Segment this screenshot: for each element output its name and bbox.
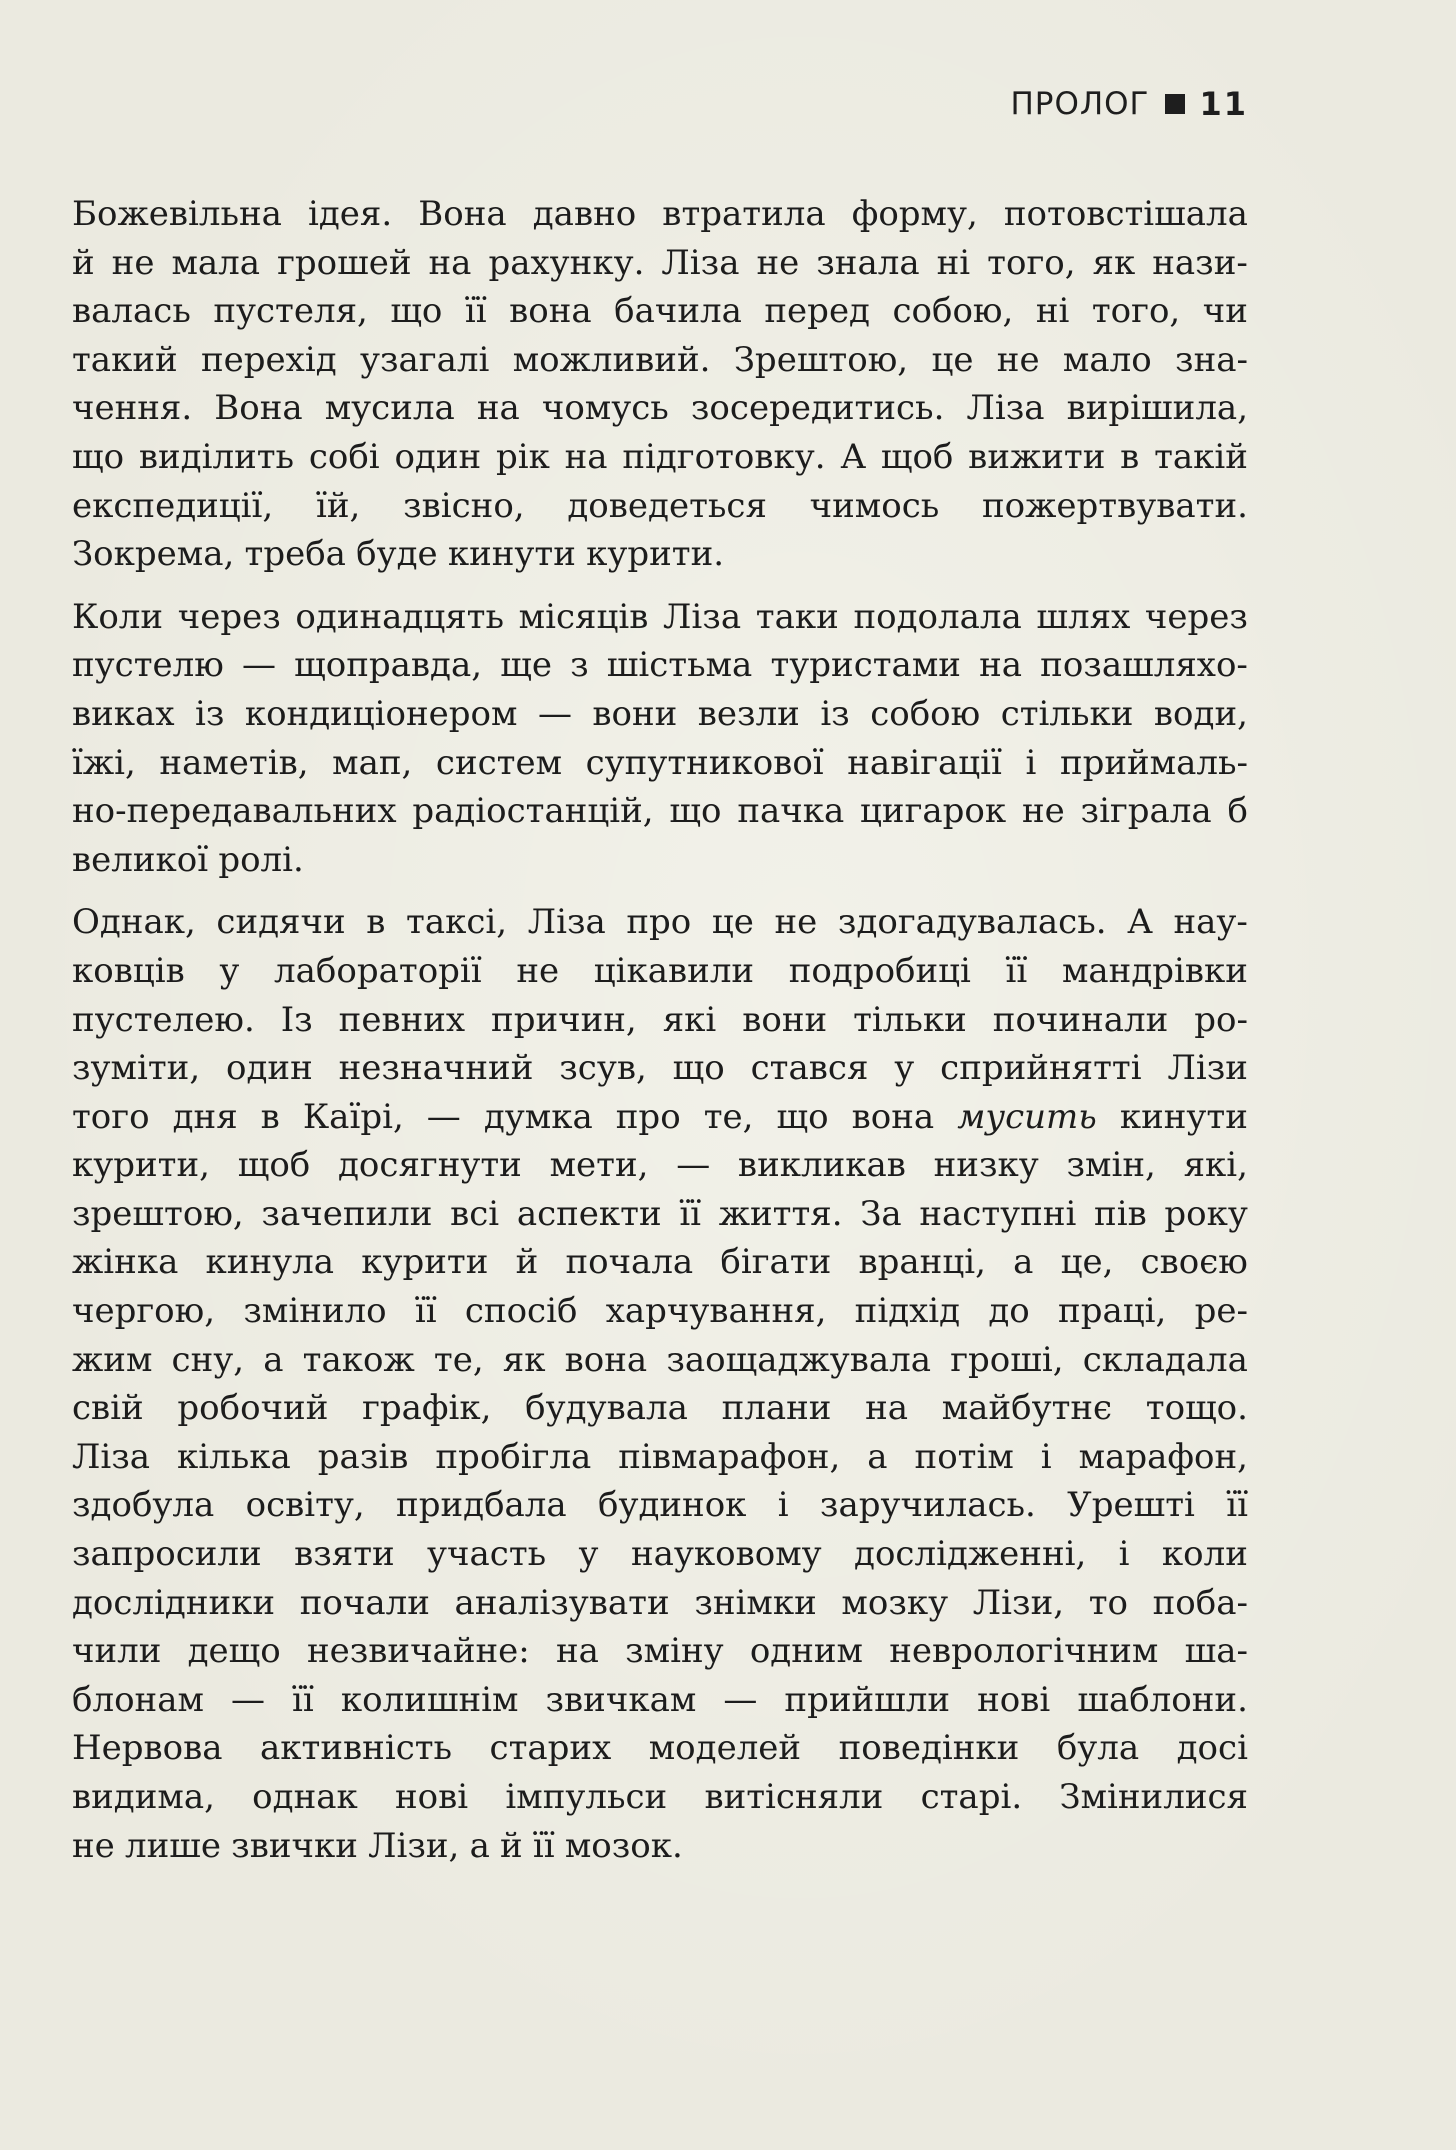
text-line: дослідники почали аналізувати знімки мозку Лізи, то поба- bbox=[72, 1582, 1248, 1623]
text-line: видима, однак нові імпульси витісняли старі. Змінилися bbox=[72, 1777, 1248, 1817]
text-line: жінка кинула курити й почала бігати вранці, а це, своєю bbox=[72, 1242, 1248, 1283]
text-line: такий перехід узагалі можливий. Зрештою, це не мало зна- bbox=[72, 339, 1248, 380]
text-line: Однак, сидячи в таксі, Ліза про це не здогадувалась. А нау- bbox=[72, 902, 1248, 943]
text-line: Нервова активність старих моделей поведінки була досі bbox=[72, 1728, 1248, 1769]
text-line: свій робочий графік, будувала плани на майбутнє тощо. bbox=[72, 1388, 1248, 1429]
text-line: валась пустеля, що її вона бачила перед собою, ні того, чи bbox=[72, 291, 1248, 332]
page-number: 11 bbox=[1199, 85, 1248, 123]
text-line: чергою, змінило її спосіб харчування, підхід до праці, ре- bbox=[72, 1291, 1248, 1332]
body-text bbox=[72, 190, 1248, 1884]
text-line: жим сну, а також те, як вона заощаджувала гроші, складала bbox=[72, 1339, 1248, 1380]
text-line: запросили взяти участь у науковому дослідженні, і коли bbox=[72, 1534, 1248, 1575]
text-line: чення. Вона мусила на чомусь зосередитись. Ліза вирішила, bbox=[72, 388, 1248, 429]
text-line: Коли через одинадцять місяців Ліза таки подолала шлях через bbox=[72, 596, 1248, 637]
text-line: курити, щоб досягнути мети, — викликав низку змін, які, bbox=[72, 1145, 1248, 1186]
paragraph bbox=[72, 190, 1248, 579]
text-line: Зокрема, треба буде кинути курити. bbox=[72, 534, 725, 575]
running-head bbox=[1010, 84, 1248, 124]
text-line: ковців у лабораторії не цікавили подробиці її мандрівки bbox=[72, 950, 1248, 991]
text-line: чили дещо незвичайне: на зміну одним неврологічним ша- bbox=[72, 1631, 1248, 1672]
paragraph bbox=[72, 593, 1248, 885]
text-line: Ліза кілька разів пробігла півмарафон, а потім і марафон, bbox=[72, 1436, 1248, 1477]
text-line: но-передавальних радіостанцій, що пачка цигарок не зіграла б bbox=[72, 791, 1248, 832]
text-line: експедиції, їй, звісно, доведеться чимось пожертвувати. bbox=[72, 485, 1248, 526]
paragraph bbox=[72, 898, 1248, 1870]
text-line: не лише звички Лізи, а й її мозок. bbox=[72, 1825, 683, 1866]
section-title: ПРОЛОГ bbox=[1010, 86, 1150, 122]
text-line: зуміти, один незначний зсув, що стався у сприйнятті Лізи bbox=[72, 1048, 1248, 1089]
text-line: великої ролі. bbox=[72, 839, 304, 880]
text-line: зрештою, зачепили всі аспекти її життя. За наступні пів року bbox=[72, 1193, 1248, 1234]
text-line: виках із кондиціонером — вони везли із собою стільки води, bbox=[72, 693, 1248, 734]
square-bullet-icon bbox=[1165, 94, 1185, 114]
text-line: блонам — її колишнім звичкам — прийшли нові шаблони. bbox=[72, 1679, 1248, 1720]
text-line: Божевільна ідея. Вона давно втратила форму, потовстішала bbox=[72, 194, 1248, 234]
text-line: пустелею. Із певних причин, які вони тільки починали ро- bbox=[72, 999, 1248, 1040]
text-line: пустелю — щоправда, ще з шістьма туристами на позашляхо- bbox=[72, 645, 1248, 686]
text-line: їжі, наметів, мап, систем супутникової навігації і приймаль- bbox=[72, 742, 1248, 783]
text-line: що виділить собі один рік на підготовку. А щоб вижити в такій bbox=[72, 436, 1248, 477]
text-line: здобула освіту, придбала будинок і заручилась. Урешті її bbox=[72, 1485, 1248, 1526]
text-line: й не мала грошей на рахунку. Ліза не знала ні того, як нази- bbox=[72, 242, 1248, 283]
text-line: того дня в Каїрі, — думка про те, що вона мусить кинути bbox=[72, 1096, 1248, 1137]
